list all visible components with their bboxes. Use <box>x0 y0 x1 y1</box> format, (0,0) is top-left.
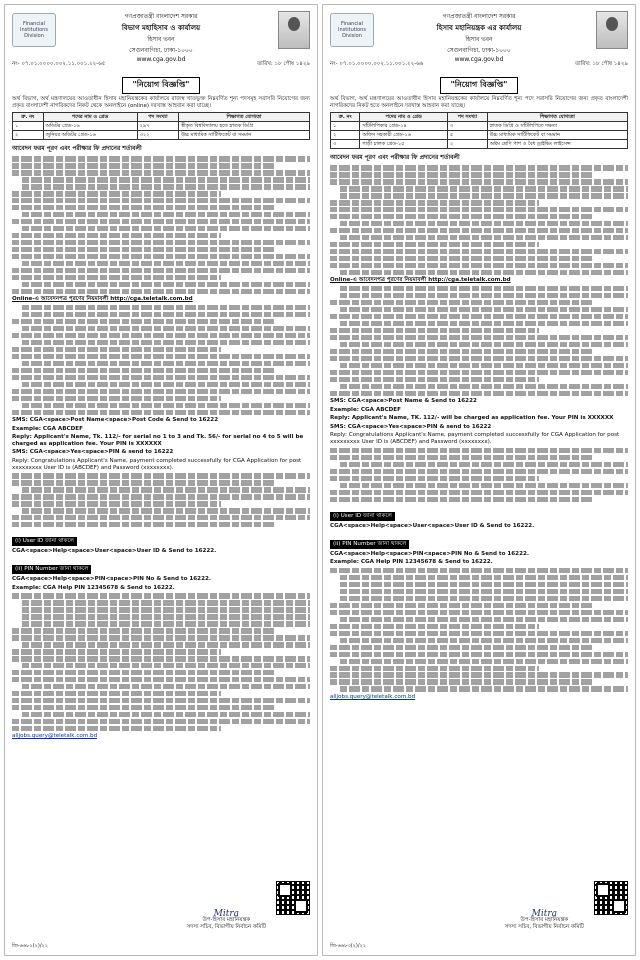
website[interactable]: www.cga.gov.bd <box>454 56 504 63</box>
query-email-link[interactable]: alljobs.query@teletalk.com.bd <box>12 733 98 740</box>
col-header: পদের নাম ও গ্রেড <box>360 113 448 122</box>
sms-reply-1: Reply: Applicant's Name, Tk. 112/- for serial no 1 to 3 and Tk. 56/- for serial no 4 to 5 will be charged as application fee. Your PIN is XXXXXX <box>12 434 304 447</box>
signatory-committee: সদস্য সচিব, বিভাগীয় নির্বাচন কমিটি <box>186 923 266 930</box>
general-conditions-block <box>12 593 310 731</box>
notice-footer <box>12 881 310 951</box>
sms-reply-2: Reply: Congratulations Applicant's Name, payment completed successfully for CGA Application for post xxxxxxxxx User ID is (ABCDEF) and Password (xxxxxxxx). <box>12 458 302 471</box>
ministry-logo <box>330 13 374 47</box>
sms-format-1: SMS: CGA<space>Post Name & Send to 16222 <box>330 398 477 405</box>
table-row <box>331 131 628 140</box>
user-id-heading: (i) User ID জানা থাকলে <box>12 537 77 546</box>
table-row <box>13 131 310 140</box>
memo-date: তারিখ: ১৮ পৌষ ১৪২৯ <box>574 61 628 67</box>
table-cell: স্নাতক ডিগ্রি ও সাঁটলিপিতে দক্ষতা <box>487 122 627 131</box>
office-name: হিসাব মহানিয়ন্ত্রক এর কার্যালয় <box>436 24 522 32</box>
government-name: গণপ্রজাতন্ত্রী বাংলাদেশ সরকার <box>124 13 198 20</box>
sms-reply-2: Reply: Congratulations Applicant's Name, payment completed successfully for CGA Application for post xxxxxxxxx User ID is (ABCDEF) and Password (xxxxxxxx). <box>330 432 620 446</box>
help-user-sms: CGA<space>Help<space>User<space>User ID & Send to 16222. <box>330 522 535 529</box>
building-name: হিসাব ভবন <box>465 36 493 43</box>
signature: Mitra <box>213 909 240 919</box>
table-cell: ১ <box>13 122 44 131</box>
building-name: হিসাব ভবন <box>147 36 175 43</box>
portrait-image <box>278 11 310 49</box>
help-pin-sms: CGA<space>Help<space>PIN<space>PIN No & Send to 16222. <box>330 550 529 557</box>
general-conditions-block <box>330 568 628 692</box>
table-cell: ৩২২ <box>137 131 178 140</box>
col-header: পদ সংখ্যা <box>447 113 487 122</box>
sms-format-1: SMS: CGA<space>Post Name<space>Post Code & Send to 16222 <box>12 417 219 424</box>
logo-text: Financial Institutions Division <box>20 21 48 39</box>
help-user-sms: CGA<space>Help<space>User<space>User ID & Send to 16222. <box>12 548 217 555</box>
memo-date: তারিখ: ১৮ পৌষ ১৪২৯ <box>256 61 310 67</box>
sms-format-2: SMS: CGA<space>Yes<space>PIN & send to 16222 <box>12 449 174 456</box>
instruction-text-block <box>330 286 628 396</box>
conditions-heading: আবেদন ফরম পূরণ এবং পরীক্ষার ফি প্রদানের শর্তাবলী <box>330 154 460 162</box>
password-text-block <box>12 473 310 527</box>
col-header: পদ সংখ্যা <box>137 113 178 122</box>
government-name: গণপ্রজাতন্ত্রী বাংলাদেশ সরকার <box>442 13 516 20</box>
signatory-designation: উপ-হিসাব মহানিয়ন্ত্রক <box>202 917 251 924</box>
signature-block <box>505 911 584 930</box>
qr-code-icon <box>276 881 310 915</box>
table-cell: স্বীকৃত বিশ্ববিদ্যালয় হতে স্নাতক ডিগ্রি <box>179 122 310 131</box>
sms-example-1: Example: CGA ABCDEF <box>330 406 401 413</box>
password-text-block <box>330 448 628 502</box>
memo-number: নং- ০৭.০১.০০০০.০০২.১১.০০১.২২-৬৬ <box>330 61 424 67</box>
letterhead <box>330 11 628 63</box>
table-cell: সাঁটলিপিকার গ্রেড-১৪ <box>360 122 448 131</box>
ministry-logo <box>12 13 56 47</box>
address: সেগুনবাগিচা, ঢাকা-১০০০ <box>447 47 511 54</box>
online-apply-instruction: Online-এ আবেদনপত্র পূরণের নিয়মাবলী http://cga.teletalk.com.bd <box>12 296 193 303</box>
query-email-link[interactable]: alljobs.query@teletalk.com.bd <box>330 693 416 700</box>
table-cell: ২৯৭ <box>137 122 178 131</box>
conditions-text-block <box>330 165 628 275</box>
notice-title: "নিয়োগ বিজ্ঞপ্তি" <box>440 77 519 94</box>
table-cell: ৩ <box>331 140 360 149</box>
help-pin-sms: CGA<space>Help<space>PIN<space>PIN No & Send to 16222. <box>12 576 211 583</box>
table-cell: ২ <box>331 131 360 140</box>
col-header: শিক্ষাগত যোগ্যতা <box>487 113 627 122</box>
notice-footer <box>330 881 628 951</box>
user-id-heading: (i) User ID জানা থাকলে <box>330 512 395 521</box>
signatory-committee: সদস্য সচিব, বিভাগীয় নির্বাচন কমিটি <box>504 923 584 930</box>
table-cell: ৫ <box>447 131 487 140</box>
sms-example-1: Example: CGA ABCDEF <box>12 425 83 432</box>
notice-page-left <box>4 4 318 956</box>
table-cell: ১ <box>331 122 360 131</box>
col-header: ক্র. নং <box>331 113 360 122</box>
logo-text: Financial Institutions Division <box>338 21 366 39</box>
table-cell: জুনিয়র অডিটর গ্রেড-১৬ <box>43 131 137 140</box>
table-row <box>331 140 628 149</box>
col-header: পদের নাম ও গ্রেড <box>43 113 137 122</box>
online-apply-instruction: Online-এ আবেদনপত্র পূরণের নিয়মাবলী http://cga.teletalk.com.bd <box>330 277 511 284</box>
table-cell: গাড়ী চালক গ্রেড-১৫ <box>360 140 448 149</box>
intro-paragraph: অর্থ বিভাগ, অর্থ মন্ত্রণালয়ের আওতাধীন হিসাব মহানিয়ন্ত্রকের কার্যালয়ে রাজস্ব খাতভুক্ত নিম্নবর্ণিত শূন্য পদসমূহ সরাসরি নিয়োগের জন্য প্রকৃত বাংলাদেশী নাগরিকদের নিকট থেকে অনলাইনে (online) দরখাস্ত আহবান করা যাচ্ছে। <box>12 96 310 109</box>
sms-format-2: SMS: CGA<space>Yes<space>PIN & send to 16222 <box>330 423 492 430</box>
table-cell: উচ্চ মাধ্যমিক সার্টিফিকেট বা সমমান <box>487 131 627 140</box>
table-cell: অষ্টম শ্রেণি পাশ ও বৈধ ড্রাইভিং লাইসেন্স <box>487 140 627 149</box>
table-row <box>331 122 628 131</box>
qr-code-icon <box>594 881 628 915</box>
memo-number: নং- ০৭.০১.০০০০.০০২.১১.০০১.২২-৬৫ <box>12 61 106 67</box>
pin-heading: (ii) PIN Number জানা থাকলে <box>12 565 91 574</box>
help-pin-example: Example: CGA Help PIN 12345678 & Send to 16222. <box>12 584 175 591</box>
col-header: ক্র. নং <box>13 113 44 122</box>
portrait-image <box>596 11 628 49</box>
signature: Mitra <box>531 909 558 919</box>
table-row <box>13 122 310 131</box>
document-number: জি-৬৬৮৩(২)/২২ <box>330 943 367 949</box>
letterhead <box>12 11 310 63</box>
col-header: শিক্ষাগত যোগ্যতা <box>179 113 310 122</box>
table-cell: ২ <box>447 140 487 149</box>
address: সেগুনবাগিচা, ঢাকা-১০০০ <box>129 47 193 54</box>
intro-paragraph: অর্থ বিভাগ, অর্থ মন্ত্রণালয়ের আওতাধীন হিসাব মহানিয়ন্ত্রকের কার্যালয়ে নিম্নবর্ণিত শূন্য পদে সরাসরি নিয়োগের জন্য প্রকৃত বাংলাদেশী নাগরিকদের নিকট হতে অনলাইনে দরখাস্ত আহবান করা যাচ্ছে। <box>330 96 628 109</box>
sms-reply-1: Reply: Applicant's Name, TK. 112/- will be charged as application fee. Your PIN is XXXXXX <box>330 415 614 422</box>
posts-table <box>12 112 310 140</box>
office-name: বিভাগ মহাহিসাব ও কার্যালয় <box>121 24 201 32</box>
table-cell: ৩ <box>447 122 487 131</box>
conditions-heading: আবেদন ফরম পূরণ এবং পরীক্ষার ফি প্রদানের শর্তাবলী <box>12 145 142 153</box>
posts-table <box>330 112 628 149</box>
notice-page-right <box>322 4 636 956</box>
table-cell: অডিটর গ্রেড-১৬ <box>43 122 137 131</box>
document-number: জি-৬৬৮২(২)/২২ <box>12 943 49 949</box>
table-cell: উচ্চ মাধ্যমিক সার্টিফিকেট বা সমমান <box>179 131 310 140</box>
help-pin-example: Example: CGA Help PIN 12345678 & Send to 16222. <box>330 559 493 566</box>
table-cell: অফিস সহকারী গ্রেড-১৬ <box>360 131 448 140</box>
notice-title: "নিয়োগ বিজ্ঞপ্তি" <box>122 77 201 94</box>
instruction-text-block <box>12 305 310 415</box>
website[interactable]: www.cga.gov.bd <box>136 56 186 63</box>
signatory-designation: উপ-হিসাব মহানিয়ন্ত্রক <box>520 917 569 924</box>
conditions-text-block <box>12 156 310 294</box>
table-cell: ২ <box>13 131 44 140</box>
pin-heading: (ii) PIN Number জানা থাকলে <box>330 540 409 549</box>
signature-block <box>187 911 266 930</box>
